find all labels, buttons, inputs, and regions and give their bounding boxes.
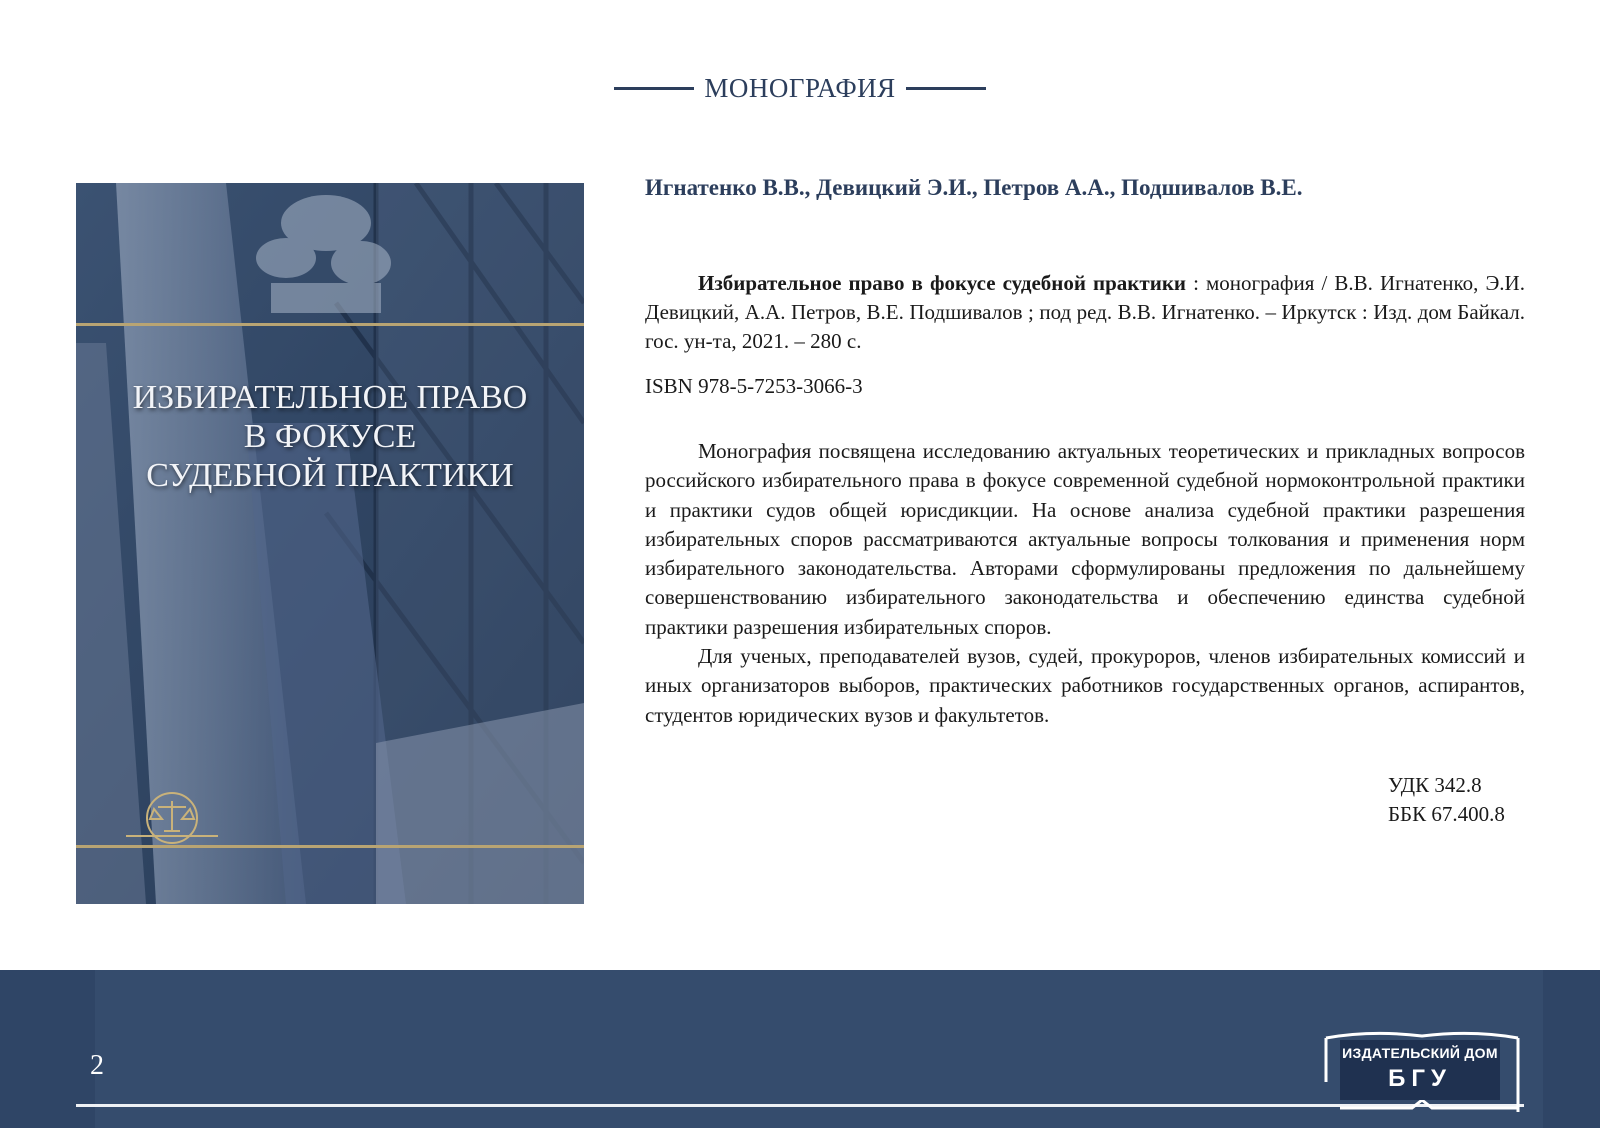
cover-title-line-1: ИЗБИРАТЕЛЬНОЕ ПРАВО [132,379,528,416]
publisher-name: ИЗДАТЕЛЬСКИЙ ДОМ [1342,1045,1498,1061]
footer-rule [76,1104,1524,1107]
annotation [645,437,1525,730]
cover-title-line-3: СУДЕБНОЙ ПРАКТИКИ [146,457,514,494]
annotation-paragraph-1: Монография посвящена исследованию актуальных теоретических и прикладных вопросов российского избирательного права в фокусе современной судебной нормоконтрольной практики и практики судов общей юрисдикции. На основе анализа судебной практики разрешения избирательных споров рассматриваются актуальные вопросы толкования и применения норм избирательного законодательства. Авторами сформулированы предложения по дальнейшему совершенствованию избирательного законодательства и обеспечению единства судебной практики разрешения избирательных споров. [645,439,1525,639]
cover-artwork [76,183,584,904]
bbk-code: ББК 67.400.8 [1388,802,1505,826]
section-header [0,66,1600,110]
udc-code: УДК 342.8 [1388,773,1482,797]
publisher-logo [1322,1024,1522,1114]
book-cover [76,183,584,904]
bibliographic-record [645,269,1525,356]
cover-title-line-2: В ФОКУСЕ [243,418,417,455]
page-number: 2 [90,1050,104,1081]
header-rule-right [906,87,986,90]
book-title: Избирательное право в фокусе судебной практики [698,271,1187,295]
cover-title [76,378,584,495]
publisher-abbr: БГУ [1388,1065,1452,1092]
isbn: ISBN 978-5-7253-3066-3 [645,374,863,398]
section-label: МОНОГРАФИЯ [704,72,896,103]
header-rule-left [614,87,694,90]
authors: Игнатенко В.В., Девицкий Э.И., Петров А.А., Подшивалов В.Е. [645,175,1303,200]
bibliographic-description: : монография / В.В. Игнатенко, Э.И. Девицкий, А.А. Петров, В.Е. Подшивалов ; под ред. В.В. Игнатенко. – Иркутск : Изд. дом Байкал. гос. ун-та, 2021. – 280 с. [645,271,1525,353]
annotation-paragraph-2: Для ученых, преподавателей вузов, судей, прокуроров, членов избирательных комиссий и иных организаторов выборов, практических работников государственных органов, аспирантов, студентов юридических вузов и факультетов. [645,644,1525,727]
classification-codes [1388,771,1505,829]
